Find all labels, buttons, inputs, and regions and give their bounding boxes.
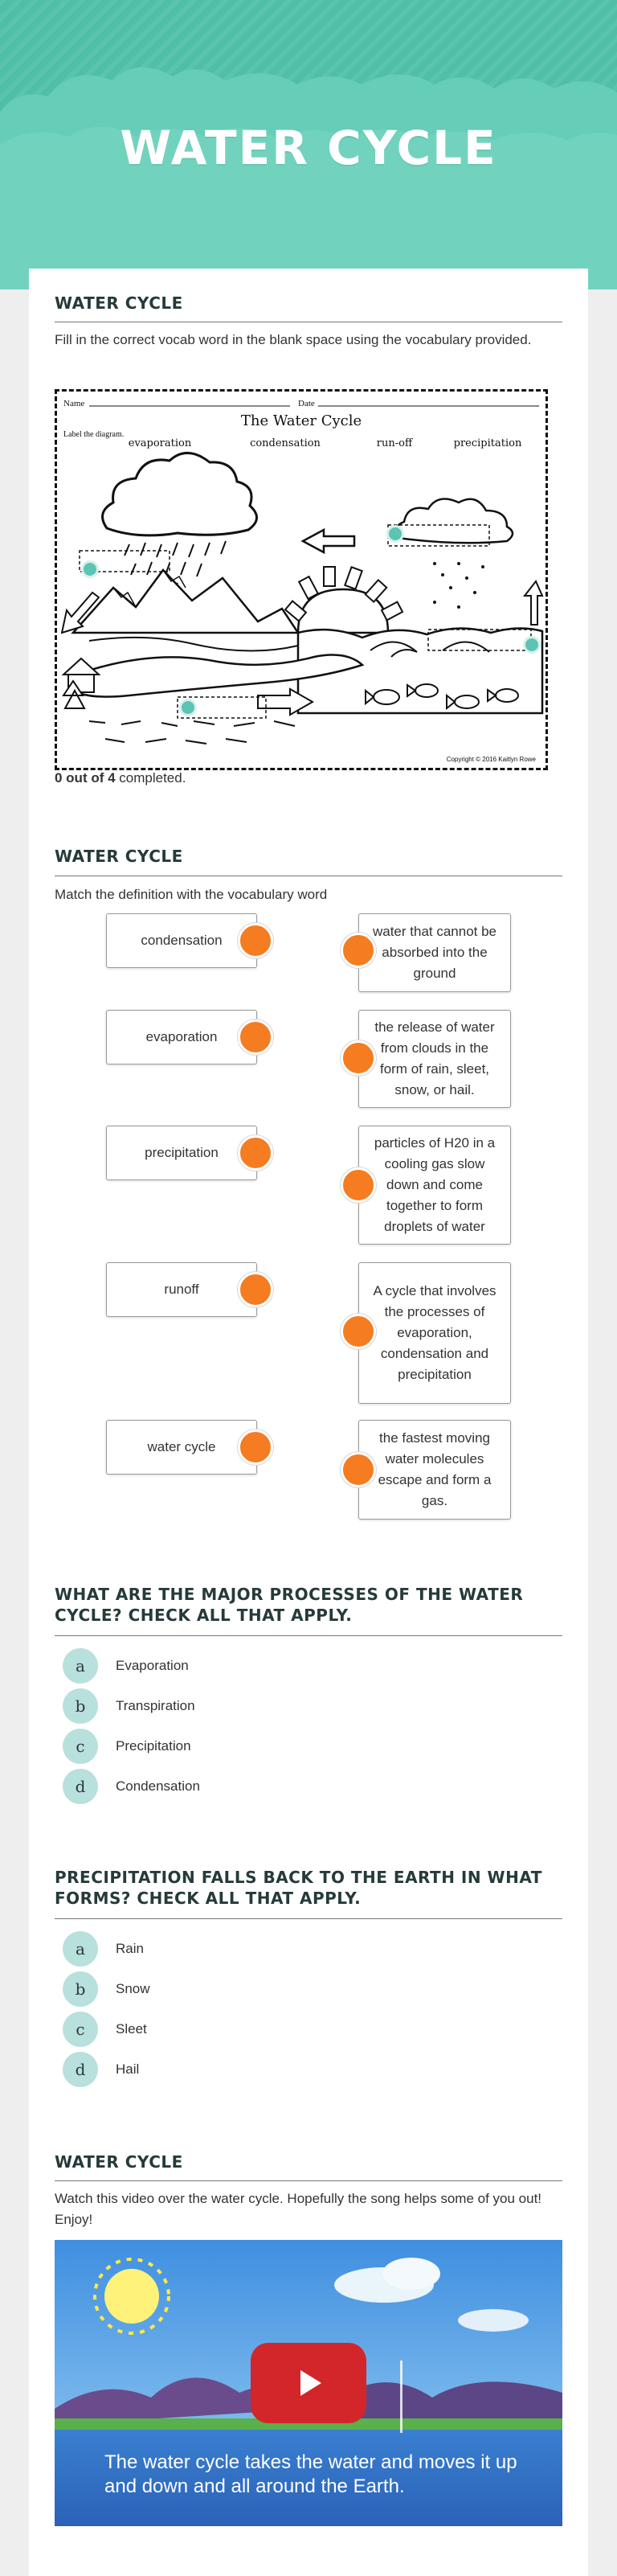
page-title: WATER CYCLE xyxy=(120,121,497,175)
option-letter: a xyxy=(63,1931,98,1967)
match-handle-right[interactable] xyxy=(341,1452,376,1487)
blank-hotspot[interactable] xyxy=(179,699,197,716)
section-4-divider xyxy=(55,1918,562,1919)
water-cycle-diagram xyxy=(55,389,548,770)
video-caption: The water cycle takes the water and moves it up and down and all around the Earth. xyxy=(104,2451,517,2497)
word-bank-word: condensation xyxy=(250,437,321,449)
section-3-divider xyxy=(55,1635,562,1636)
option-letter: d xyxy=(63,2052,98,2087)
play-button[interactable] xyxy=(251,2343,366,2423)
checkbox-option[interactable] xyxy=(63,1729,191,1764)
option-letter: c xyxy=(63,2012,98,2047)
worksheet-date-label: Date xyxy=(298,399,315,408)
section-5-title: WATER CYCLE xyxy=(55,2152,183,2172)
option-label: Condensation xyxy=(116,1778,200,1794)
match-handle-left[interactable] xyxy=(238,1272,273,1307)
play-icon xyxy=(291,2365,326,2401)
worksheet-heading: The Water Cycle xyxy=(240,412,362,429)
match-handle-left[interactable] xyxy=(238,923,273,958)
match-handle-left[interactable] xyxy=(238,1430,273,1465)
section-2-title: WATER CYCLE xyxy=(55,847,183,866)
option-label: Sleet xyxy=(116,2021,147,2037)
option-label: Snow xyxy=(116,1981,150,1996)
checkbox-option[interactable] xyxy=(63,2052,139,2087)
checkbox-option[interactable] xyxy=(63,1971,150,2007)
match-definition[interactable]: A cycle that involves the processes of evaporation, condensation and precipitation xyxy=(358,1262,511,1404)
option-letter: b xyxy=(63,1971,98,2007)
match-term[interactable]: evaporation xyxy=(106,1010,257,1064)
word-bank-word: precipitation xyxy=(453,437,522,449)
section-2-instructions: Match the definition with the vocabulary word xyxy=(55,887,328,902)
section-3-title: WHAT ARE THE MAJOR PROCESSES OF THE WATER CYCLE? CHECK ALL THAT APPLY. xyxy=(55,1585,524,1625)
option-letter: a xyxy=(63,1648,98,1684)
diagram-drawing xyxy=(57,392,545,768)
match-handle-right[interactable] xyxy=(341,1167,376,1203)
section-5-divider xyxy=(55,2180,562,2181)
worksheet-name-label: Name xyxy=(63,399,85,408)
section-4-title: PRECIPITATION FALLS BACK TO THE EARTH IN WHAT FORMS? CHECK ALL THAT APPLY. xyxy=(55,1868,542,1908)
completion-suffix: completed. xyxy=(115,770,186,786)
match-handle-right[interactable] xyxy=(341,1314,376,1349)
blank-hotspot[interactable] xyxy=(523,636,541,654)
section-1-instructions: Fill in the correct vocab word in the blank space using the vocabulary provided. xyxy=(55,332,532,347)
completion-status xyxy=(55,770,186,786)
option-label: Transpiration xyxy=(116,1698,195,1713)
option-label: Hail xyxy=(116,2061,140,2077)
video-player[interactable] xyxy=(55,2240,562,2526)
checkbox-option[interactable] xyxy=(63,1931,144,1967)
match-term[interactable]: precipitation xyxy=(106,1126,257,1180)
option-letter: b xyxy=(63,1688,98,1724)
match-term[interactable]: condensation xyxy=(106,913,257,968)
completion-count: 0 out of 4 xyxy=(55,770,116,786)
section-1-title: WATER CYCLE xyxy=(55,293,183,313)
match-handle-left[interactable] xyxy=(238,1019,273,1055)
match-term[interactable]: water cycle xyxy=(106,1420,257,1475)
checkbox-option[interactable] xyxy=(63,1648,189,1684)
option-label: Precipitation xyxy=(116,1738,191,1754)
checkbox-option[interactable] xyxy=(63,1688,195,1724)
option-letter: d xyxy=(63,1769,98,1804)
option-letter: c xyxy=(63,1729,98,1764)
section-5-instructions: Watch this video over the water cycle. Hopefully the song helps some of you out! Enjoy! xyxy=(55,2191,542,2227)
match-handle-right[interactable] xyxy=(341,1040,376,1076)
word-bank-word: run-off xyxy=(376,437,413,449)
option-label: Evaporation xyxy=(116,1658,189,1673)
page-header xyxy=(0,0,617,289)
match-handle-right[interactable] xyxy=(341,933,376,968)
match-definition[interactable]: water that cannot be absorbed into the ground xyxy=(358,913,511,992)
checkbox-option[interactable] xyxy=(63,2012,147,2047)
checkbox-option[interactable] xyxy=(63,1769,200,1804)
worksheet-copyright: Copyright © 2016 Kaitlyn Rowe xyxy=(446,756,536,763)
match-definition[interactable]: the release of water from clouds in the form of rain, sleet, snow, or hail. xyxy=(358,1010,511,1108)
match-handle-left[interactable] xyxy=(238,1135,273,1171)
match-definition[interactable]: particles of H20 in a cooling gas slow down and come together to form droplets of water xyxy=(358,1126,511,1245)
blank-hotspot[interactable] xyxy=(81,560,99,578)
option-label: Rain xyxy=(116,1941,144,1956)
match-definition[interactable]: the fastest moving water molecules escape and form a gas. xyxy=(358,1420,511,1520)
word-bank-word: evaporation xyxy=(128,437,192,449)
match-term[interactable]: runoff xyxy=(106,1262,257,1317)
blank-hotspot[interactable] xyxy=(386,525,404,543)
worksheet-instruction: Label the diagram. xyxy=(63,430,125,439)
